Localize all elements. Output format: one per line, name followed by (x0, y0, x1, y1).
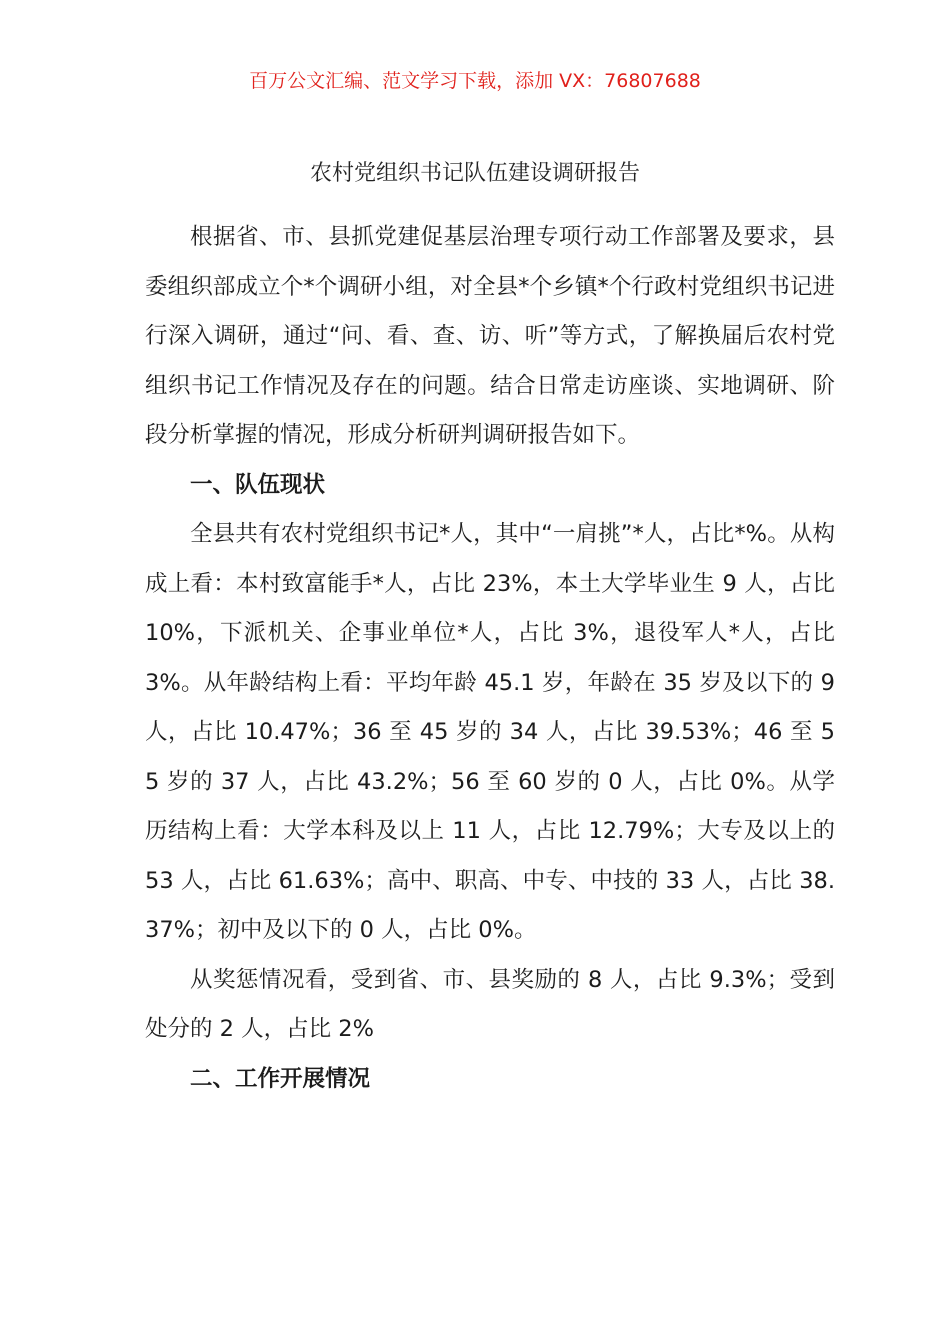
section-heading-2: 二、工作开展情况 (190, 1065, 371, 1092)
section1-paragraph-1: 全县共有农村党组织书记*人，其中“一肩挑”*人，占比*%。从构成上看：本村致富能手*人，占比 23%，本土大学毕业生 9 人，占比 10%，下派机关、企事业单位*人，占比 3%，退役军人*人，占比 3%。从年龄结构上看：平均年龄 45.1 岁，年龄在 35 岁及以下的 9 人，占比 10.47%；36 至 45 岁的 34 人，占比 39.53%；46 至 55 岁的 37 人，占比 43.2%；56 至 60 岁的 0 人，占比 0%。从学历结构上看：大学本科及以上 11 人，占比 12.79%；大专及以上的 53 人，占比 61.63%；高中、职高、中专、中技的 33 人，占比 38.37%；初中及以下的 0 人，占比 0%。 (145, 521, 835, 943)
section-heading-1: 一、队伍现状 (190, 471, 326, 498)
document-body (145, 213, 835, 1104)
intro-paragraph: 根据省、市、县抓党建促基层治理专项行动工作部署及要求，县委组织部成立个*个调研小组，对全县*个乡镇*个行政村党组织书记进行深入调研，通过“问、看、查、访、听”等方式，了解换届后农村党组织书记工作情况及存在的问题。结合日常走访座谈、实地调研、阶段分析掌握的情况，形成分析研判调研报告如下。 (145, 224, 835, 448)
header-notice: 百万公文汇编、范文学习下载，添加 VX：76807688 (249, 70, 701, 92)
document-title: 农村党组织书记队伍建设调研报告 (309, 161, 640, 186)
section1-paragraph-2: 从奖惩情况看，受到省、市、县奖励的 8 人，占比 9.3%；受到处分的 2 人，占比 2% (145, 966, 835, 1042)
